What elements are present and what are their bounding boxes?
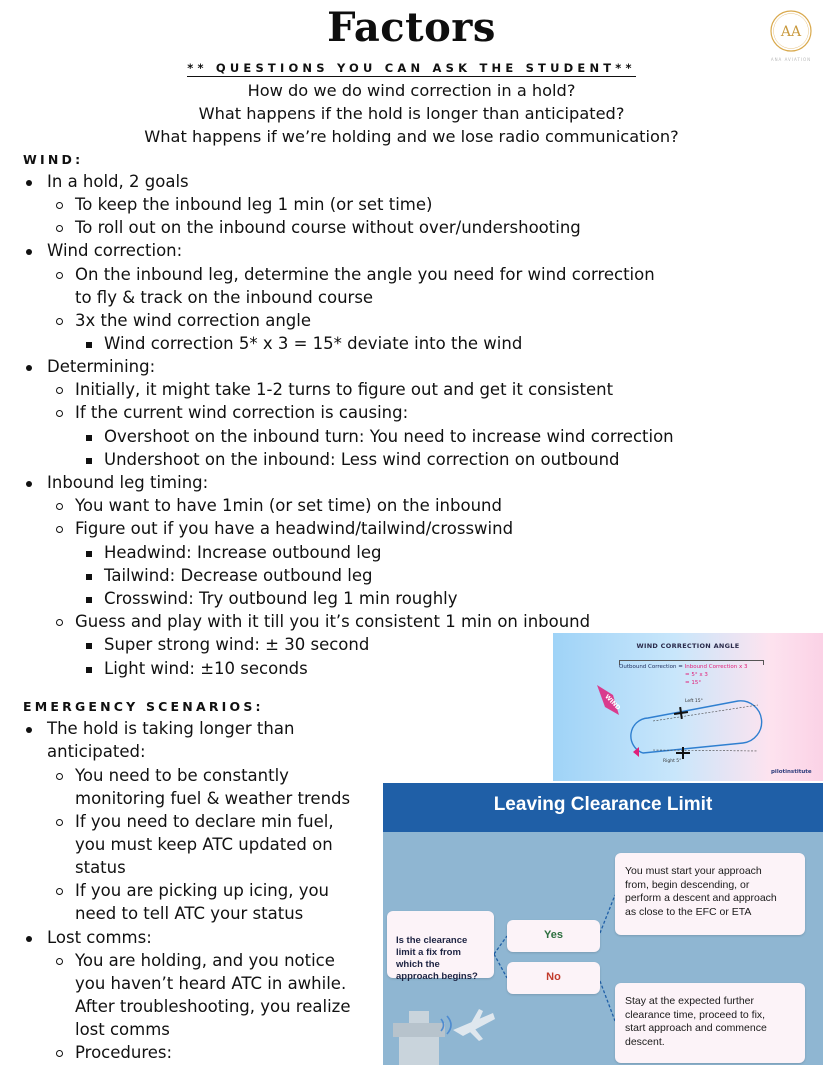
list-item: Initially, it might take 1-2 turns to figure out and get it consistent <box>75 380 614 399</box>
list-item: Lost comms: <box>47 928 152 947</box>
list-item: Super strong wind: ± 30 second <box>104 635 370 654</box>
list-item: Wind correction: <box>47 241 183 260</box>
list-item: 3x the wind correction angle <box>75 311 312 330</box>
leaving-clearance-limit-image <box>383 783 823 1065</box>
subtitle: ** QUESTIONS YOU CAN ASK THE STUDENT** <box>187 61 636 75</box>
no-label: No <box>546 971 561 983</box>
logo-initials: AA <box>780 24 802 40</box>
list-item: Wind correction 5* x 3 = 15* deviate into the wind <box>104 334 523 353</box>
question-line: What happens if we’re holding and we lose radio communication? <box>144 127 679 146</box>
list-item: The hold is taking longer than <box>47 719 295 738</box>
list-item: On the inbound leg, determine the angle you need for wind correction <box>75 265 655 284</box>
list-item: If you need to declare min fuel, <box>75 812 334 831</box>
no-result-card: Stay at the expected further clearance time, proceed to fix, start approach and commence descent. <box>615 983 805 1063</box>
list-item-continuation: status <box>75 858 126 877</box>
list-item: Inbound leg timing: <box>47 473 209 492</box>
yes-card <box>507 920 600 952</box>
control-tower-icon <box>393 1011 445 1065</box>
list-item: Determining: <box>47 357 156 376</box>
list-item: Headwind: Increase outbound leg <box>104 543 382 562</box>
list-item: To keep the inbound leg 1 min (or set time) <box>75 195 433 214</box>
list-item: Tailwind: Decrease outbound leg <box>104 566 373 585</box>
question-card: Is the clearance limit a fix from which the approach begins? <box>387 911 494 978</box>
list-item-continuation: lost comms <box>75 1020 170 1039</box>
list-item: If the current wind correction is causing: <box>75 403 409 422</box>
list-item: If you are picking up icing, you <box>75 881 330 900</box>
left-angle-label: Left 15° <box>685 699 703 704</box>
holding-pattern-diagram <box>553 633 823 781</box>
list-item-continuation: to fly & track on the inbound course <box>75 288 374 307</box>
right-angle-label: Right 5° <box>663 759 682 764</box>
brand-label: pilotinstitute <box>771 769 812 775</box>
list-item: You need to be constantly <box>75 766 289 785</box>
plane-icon <box>453 1009 495 1041</box>
list-item-continuation: monitoring fuel & weather trends <box>75 789 351 808</box>
list-item-continuation: anticipated: <box>47 742 146 761</box>
list-item: To roll out on the inbound course without over/undershooting <box>75 218 581 237</box>
logo-subtext: ANA AVIATION <box>770 57 812 62</box>
wind-label: WIND <box>603 693 622 712</box>
page-title: Factors <box>327 4 496 51</box>
wind-heading: WIND: <box>23 152 84 167</box>
list-item: Figure out if you have a headwind/tailwind/crosswind <box>75 519 514 538</box>
yes-result-card: You must start your approach from, begin descending, or perform a descent and approach as close to the EFC or ETA <box>615 853 805 935</box>
wind-correction-angle-image <box>553 633 823 781</box>
list-item-continuation: need to tell ATC your status <box>75 904 304 923</box>
list-item: You are holding, and you notice <box>75 951 335 970</box>
list-item: Overshoot on the inbound turn: You need to increase wind correction <box>104 427 674 446</box>
no-card <box>507 962 600 994</box>
brand-logo <box>766 8 816 66</box>
list-item-continuation: After troubleshooting, you realize <box>75 997 351 1016</box>
list-item: In a hold, 2 goals <box>47 172 189 191</box>
list-item: Undershoot on the inbound: Less wind correction on outbound <box>104 450 620 469</box>
list-item: Crosswind: Try outbound leg 1 min roughly <box>104 589 458 608</box>
lcl-title: Leaving Clearance Limit <box>493 794 713 815</box>
list-item: Light wind: ±10 seconds <box>104 659 308 678</box>
question-line: How do we do wind correction in a hold? <box>247 81 576 100</box>
yes-label: Yes <box>544 929 563 941</box>
wca-title: WIND CORRECTION ANGLE <box>636 642 740 650</box>
list-item-continuation: you must keep ATC updated on <box>75 835 333 854</box>
list-item: Procedures: <box>75 1043 173 1062</box>
emergency-heading: EMERGENCY SCENARIOS: <box>23 699 264 714</box>
list-item-continuation: you haven’t heard ATC in awhile. <box>75 974 347 993</box>
list-item: Guess and play with it till you it’s consistent 1 min on inbound <box>75 612 591 631</box>
question-line: What happens if the hold is longer than anticipated? <box>198 104 625 123</box>
list-item: You want to have 1min (or set time) on the inbound <box>75 496 502 515</box>
wca-formula: Outbound Correction = Inbound Correction x 3 = 5° x 3 = 15° <box>619 664 748 686</box>
